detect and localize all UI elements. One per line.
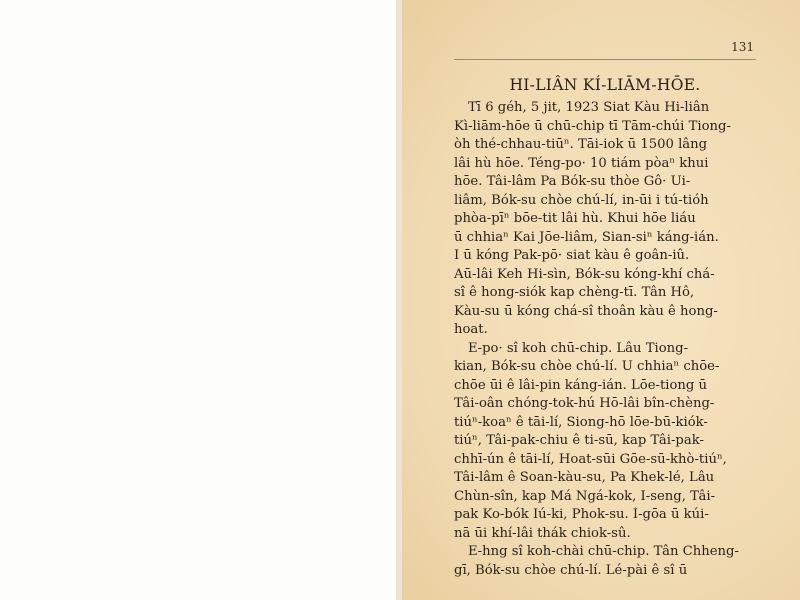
text-line: Ē-po· sî koh chū-chip. Lâu Tiong- — [468, 340, 689, 356]
text-line: chōe ūi ê lâi-pin káng-ián. Lōe-tiong ū — [454, 377, 708, 393]
text-line: Tâi-oân chóng-tok-hú Hō-lâi bîn-chèng- — [454, 396, 715, 411]
text-line: sî ê hong-siók kap chèng-tī. Tân Hô, — [454, 285, 695, 300]
text-line: Tī 6 géh, 5 jit, 1923 Siat Kàu Hi-liân — [468, 100, 710, 115]
text-line: gī, Bók-su chòe chú-lí. Lé-pài ê sî ū — [454, 562, 688, 578]
text-line: chhī-ún ê tāi-lí, Hoat-sūi Gōe-sū-khò-tiúⁿ, — [454, 451, 727, 467]
text-line: tiúⁿ-koaⁿ ê tāi-lí, Siong-hō lōe-bū-kiók- — [454, 414, 708, 430]
text-line: tiúⁿ, Tâi-pak-chiu ê ti-sū, kap Tâi-pak- — [454, 433, 704, 448]
text-line: hōe. Tâi-lâm Pa Bók-su thòe Gô· Ui- — [454, 174, 691, 189]
text-line: pak Ko-bók Iú-ki, Phok-su. Í-gōa ū kúi- — [454, 507, 709, 522]
text-line: I ū kóng Pak-pō· siat kàu ê goân-iû. — [454, 248, 690, 263]
text-line: kian, Bók-su chòe chú-lí. Ū chhiaⁿ chōe- — [454, 359, 720, 374]
text-line: Chùn-sîn, kap Má Ngá-kok, I-seng, Tâi- — [454, 488, 716, 504]
text-line: lâi hù hōe. Téng-po· 10 tiám pòaⁿ khui — [454, 155, 709, 171]
text-line: Tâi-lâm ê Soan-kàu-su, Pa Khek-lé, Lâu — [454, 470, 715, 485]
text-line: phòa-pīⁿ bōe-tit lâi hù. Khui hōe liáu — [454, 211, 696, 226]
text-line: òh thé-chhau-tiūⁿ. Tāi-iok ū 1500 lâng — [454, 137, 708, 152]
header-rule — [454, 59, 756, 60]
page-number: 131 — [731, 40, 754, 54]
text-line: ū chhiaⁿ Kai Jōe-liâm, Sian-siⁿ káng-ián. — [454, 229, 719, 245]
text-line: Ē-hng sî koh-chài chū-chip. Tân Chheng- — [468, 544, 739, 559]
text-line: Kì-liām-hōe ū chū-chip tī Tām-chúi Tiong- — [454, 118, 731, 134]
text-line: hoat. — [454, 322, 488, 337]
text-line: liâm, Bók-su chòe chú-lí, in-ūi i tú-tióh — [454, 192, 709, 208]
article-title: HI-LIÂN KÍ-LIĀM-HŌE. — [509, 76, 701, 94]
right-page — [402, 0, 800, 600]
text-line: nā ūi khí-lâi thák chiok-sû. — [454, 525, 631, 541]
text-line: Kàu-su ū kóng chá-sî thoân kàu ê hong- — [454, 303, 718, 319]
text-line: Aū-lâi Keh Hi-sìn, Bók-su kóng-khí chá- — [454, 266, 715, 282]
